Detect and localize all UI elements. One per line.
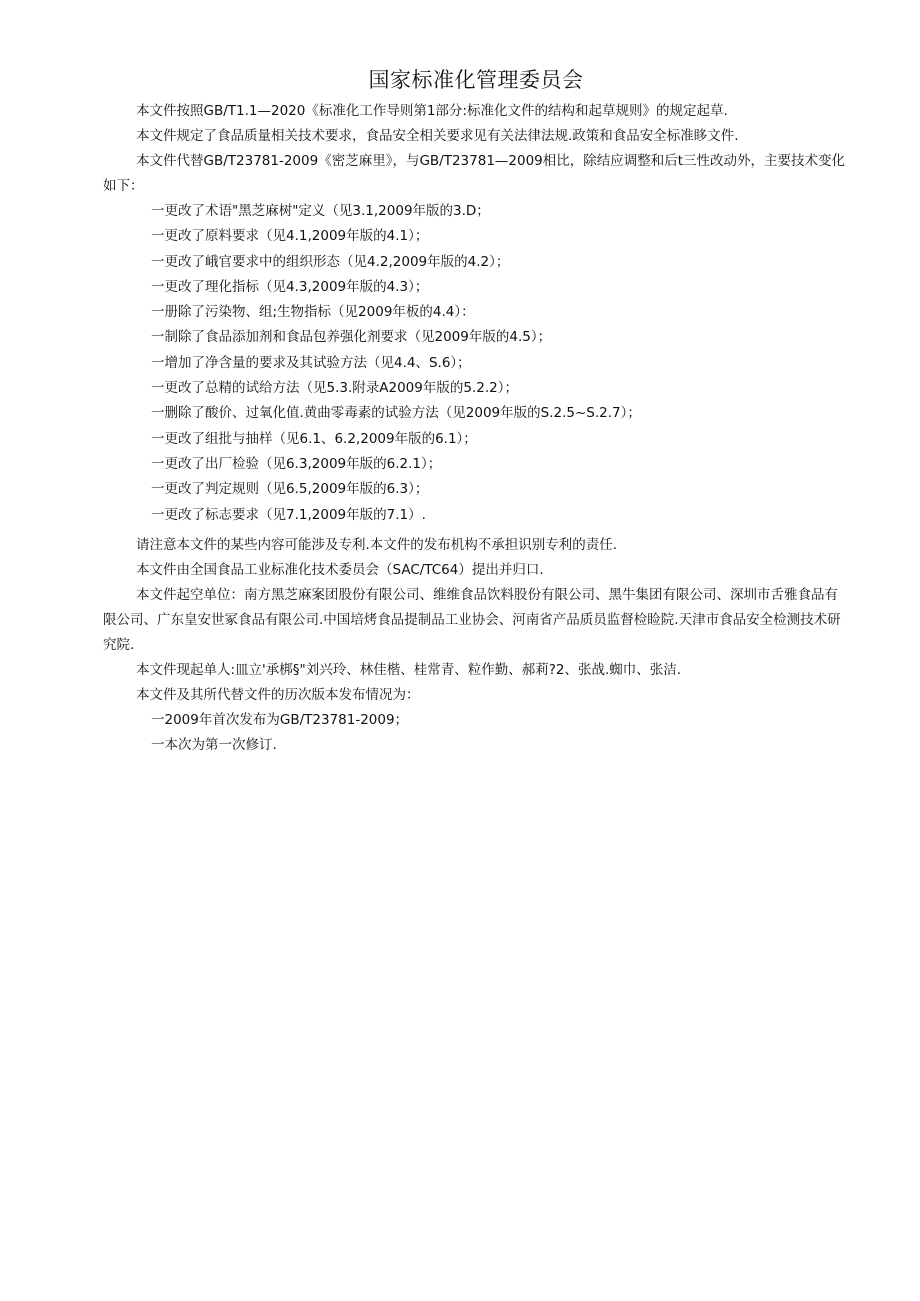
change-item: 一更改了原料要求（见4.1,2009年版的4.1）； [151,228,429,245]
change-item: 一册除了污染物、组;生物指标（见2009年板的4.4）： [151,304,475,321]
change-item: 一更改了组批与抽样（见6.1、6.2,2009年版的6.1）； [151,430,477,447]
document-body [103,99,848,758]
change-item: 一增加了净含量的要求及其试验方法（见4.4、S.6）； [151,354,471,371]
document-title: 国家标准化管理委员会 [368,68,584,92]
history-item: 一2009年首次发布为GB/T23781-2009； [151,711,409,728]
change-item: 一删除了酸价、过氧化值.黄曲零毒素的试验方法（见2009年版的S.2.5~S.2.7）； [151,405,641,422]
intro-paragraph: 本文件按照GB/T1.1—2020《标准化工作导则第1部分:标准化文件的结构和起草规则》的规定起草. [136,103,728,119]
intro-paragraph: 本文件规定了食品质量相关技术要求，食品安全相关要求见有关法律法规.政策和食品安全标准眵文件. [136,128,739,144]
intro-paragraph: 本文件代替GB/T23781-2009《密芝麻里》，与GB/T23781—2009相比，除结应调整和后t三性改动外，主要技术变化如下： [103,153,846,194]
history-item: 一本次为第一次修订. [151,737,277,754]
version-history-list [103,708,848,759]
version-history-heading: 本文件及其所代替文件的历次版本发布情况为： [136,686,420,703]
technical-changes-list [103,199,848,528]
change-item: 一更改了出厂检验（见6.3,2009年版的6.2.1）； [151,455,442,472]
change-item: 一更改了峨官要求中的组织形态（见4.2,2009年版的4.2）； [151,253,510,270]
change-item: 一更改了总精的试给方法（见5.3.附录A2009年版的5.2.2）； [151,380,518,397]
change-item: 一制除了食品添加剂和食品包养强化剂要求（见2009年版的4.5）； [151,329,552,346]
change-item: 一更改了理化指标（见4.3,2009年版的4.3）； [151,278,429,295]
proposer-statement: 本文件由全国食品工业标准化技术委员会（SAC/TC64）提出并归口. [136,561,544,578]
change-item: 一更改了判定规则（见6.5,2009年版的6.3）； [151,481,429,498]
change-item: 一更改了标志要求（见7.1,2009年版的7.1）. [151,506,426,523]
change-item: 一更改了术语"黑芝麻树"定义（见3.1,2009年版的3.D； [151,203,490,219]
drafting-units: 本文件起空单位：南方黑芝麻案团股份有限公司、维维食品饮料股份有限公司、黑牛集团有限公司、深圳市舌雅食品有限公司、广东皇安世冢食品有限公司.中国培烤食品提制品工业协会、河南省产品质员监督检睑院.天津市食品安全检测技术研究院. [103,586,841,653]
drafters: 本文件现起单人:皿立'承梆§"刘兴玲、林佳楷、桂常青、粒作勤、郝莉?2、张战.蜘巾、张洁. [136,661,682,678]
patent-notice: 请注意本文件的某些内容可能涉及专利.本文件的发布机构不承担识别专利的责任. [136,536,618,553]
